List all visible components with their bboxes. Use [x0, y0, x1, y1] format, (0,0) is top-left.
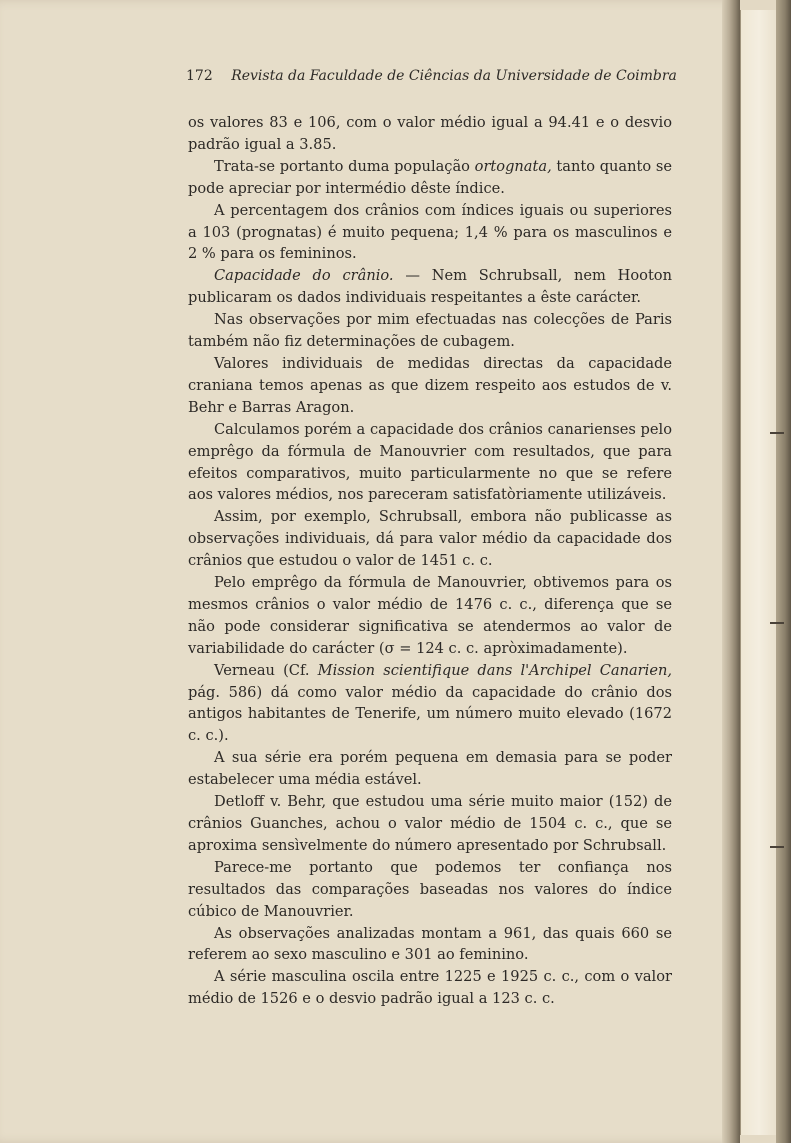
paragraph — [188, 747, 672, 791]
text-run: Parece-me portanto que podemos ter confiança nos resultados das comparações baseadas nos valores do índice cúbico de Manouvrier. — [188, 858, 672, 920]
paragraph — [188, 791, 672, 857]
page-number: 172 — [186, 68, 213, 84]
next-page-edge — [740, 10, 777, 1135]
text-run: As observações analizadas montam a 961, das quais 660 se referem ao sexo masculino e 301 ao feminino. — [188, 924, 672, 964]
body-text — [188, 112, 672, 1010]
paragraph — [188, 156, 672, 200]
paragraph — [188, 966, 672, 1010]
paragraph — [188, 112, 672, 156]
paragraph — [188, 660, 672, 748]
paragraph — [188, 265, 672, 309]
edge-mark — [770, 846, 784, 848]
text-run: Valores individuais de medidas directas da capacidade craniana temos apenas as que dizem respeito aos estudos de v. Behr e Barras Aragon. — [188, 354, 672, 416]
text-run: Trata-se portanto duma população — [214, 157, 475, 175]
text-run: A sua série era porém pequena em demasia para se poder estabelecer uma média estável. — [188, 749, 672, 789]
paragraph — [188, 419, 672, 507]
page-gutter-shadow — [722, 0, 740, 1143]
paragraph — [188, 572, 672, 660]
text-run: Detloff v. Behr, que estudou uma série muito maior (152) de crânios Guanches, achou o valor médio de 1504 c. c., que se aproxima sensìvelmente do número apresentado por Schrubsall. — [188, 793, 672, 854]
italic-text: Capacidade do crânio. — [214, 267, 394, 285]
text-run: os valores 83 e 106, com o valor médio igual a 94.41 e o desvio padrão igual a 3.85. — [188, 114, 672, 153]
journal-title: Revista da Faculdade de Ciências da Universidade de Coimbra — [231, 68, 677, 84]
edge-mark — [770, 432, 784, 434]
paragraph — [188, 923, 672, 967]
book-edge — [776, 0, 791, 1143]
paragraph — [188, 857, 672, 923]
text-run: Nas observações por mim efectuadas nas colecções de Paris também não fiz determinações de cubagem. — [188, 311, 672, 351]
paragraph — [188, 200, 672, 266]
text-run: pág. 586) dá como valor médio da capacidade do crânio dos antigos habitantes de Tenerife, um número muito elevado (1672 c. c.). — [188, 683, 672, 745]
text-run: A série masculina oscila entre 1225 e 1925 c. c., com o valor médio de 1526 e o desvio padrão igual a 123 c. c. — [188, 968, 672, 1008]
italic-text: Mission scientifique dans l'Archipel Canarien, — [317, 661, 672, 679]
text-run: A percentagem dos crânios com índices iguais ou superiores a 103 (prognatas) é muito pequena; 1,4 % para os masculinos e 2 % para os femininos. — [188, 201, 672, 263]
text-run: Assim, por exemplo, Schrubsall, embora não publicasse as observações individuais, dá para valor médio da capacidade dos crânios que estudou o valor de 1451 c. c. — [188, 508, 672, 570]
italic-text: ortognata, — [474, 157, 552, 175]
text-run: tanto quanto se pode apreciar por intermédio dêste índice. — [188, 157, 672, 197]
text-run: — Nem Schrubsall, nem Hooton publicaram os dados individuais respeitantes a êste carácter. — [188, 267, 672, 307]
paragraph — [188, 353, 672, 419]
text-run: Calculamos porém a capacidade dos crânios canarienses pelo emprêgo da fórmula de Manouvrier com resultados, que para efeitos comparativos, muito particularmente no que se refere aos valores médios, nos pareceram satisfatòriamente utilizáveis. — [188, 420, 672, 504]
paragraph — [188, 506, 672, 572]
paragraph — [188, 309, 672, 353]
text-run: Verneau (Cf. — [214, 661, 318, 679]
edge-mark — [770, 622, 784, 624]
running-header — [186, 68, 677, 84]
text-run: Pelo emprêgo da fórmula de Manouvrier, obtivemos para os mesmos crânios o valor médio de 1476 c. c., diferença que se não pode considerar significativa se atendermos ao valor de variabilidade do carácter (σ = 124 c. c. apròximadamente). — [188, 574, 672, 657]
